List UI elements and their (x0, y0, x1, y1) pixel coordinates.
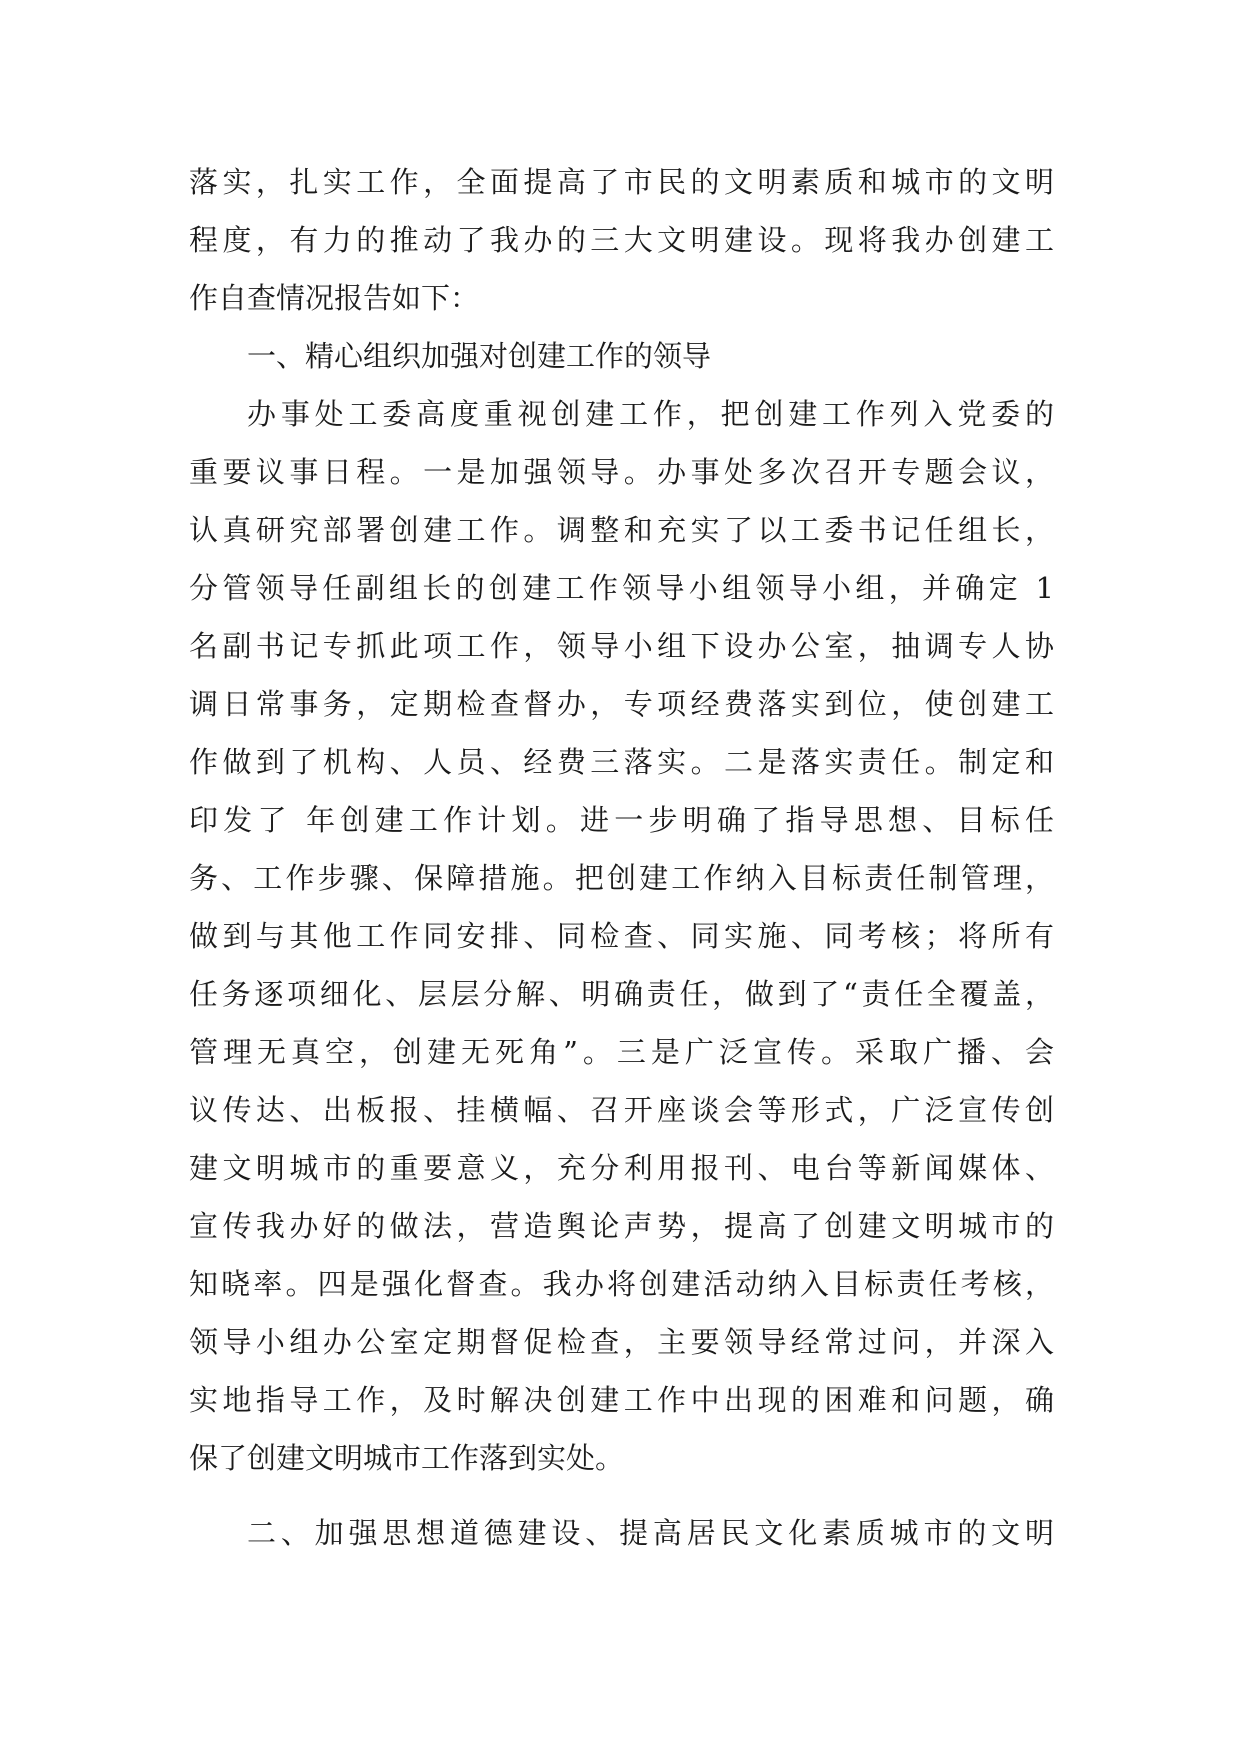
paragraph-1-line-14: 建文明城市的重要意义，充分利用报刊、电台等新闻媒体、 (189, 1151, 1054, 1185)
paragraph-gap (189, 1487, 1054, 1504)
paragraph-1-line-19: 保了创建文明城市工作落到实处。 (189, 1441, 625, 1475)
paragraph-1-line-12: 管理无真空，创建无死角”。三是广泛宣传。采取广播、会 (189, 1035, 1054, 1069)
paragraph-1-line-5: 名副书记专抓此项工作，领导小组下设办公室，抽调专人协 (189, 629, 1054, 663)
section-heading-1: 一、精心组织加强对创建工作的领导 (247, 339, 712, 373)
section-heading-2: 二、加强思想道德建设、提高居民文化素质城市的文明 (247, 1516, 1054, 1550)
paragraph-1-line-3: 认真研究部署创建工作。调整和充实了以工委书记任组长， (189, 513, 1054, 547)
paragraph-1-line-13: 议传达、出板报、挂横幅、召开座谈会等形式，广泛宣传创 (189, 1093, 1054, 1127)
paragraph-1-line-16: 知晓率。四是强化督查。我办将创建活动纳入目标责任考核， (189, 1267, 1054, 1301)
document-body (189, 153, 1054, 1562)
paragraph-1-line-1: 办事处工委高度重视创建工作，把创建工作列入党委的 (247, 397, 1054, 431)
paragraph-1-line-9: 务、工作步骤、保障措施。把创建工作纳入目标责任制管理， (189, 861, 1054, 895)
paragraph-1-line-6: 调日常事务，定期检查督办，专项经费落实到位，使创建工 (189, 687, 1054, 721)
intro-line-3: 作自查情况报告如下： (189, 281, 480, 315)
paragraph-1-line-8: 印发了 年创建工作计划。进一步明确了指导思想、目标任 (189, 803, 1054, 837)
paragraph-1-line-7: 作做到了机构、人员、经费三落实。二是落实责任。制定和 (189, 745, 1054, 779)
paragraph-1-line-15: 宣传我办好的做法，营造舆论声势，提高了创建文明城市的 (189, 1209, 1054, 1243)
paragraph-1-line-4: 分管领导任副组长的创建工作领导小组领导小组，并确定 1 (189, 571, 1054, 605)
paragraph-1-line-18: 实地指导工作，及时解决创建工作中出现的困难和问题，确 (189, 1383, 1054, 1417)
paragraph-1-line-17: 领导小组办公室定期督促检查，主要领导经常过问，并深入 (189, 1325, 1054, 1359)
intro-line-1: 落实，扎实工作，全面提高了市民的文明素质和城市的文明 (189, 165, 1054, 199)
intro-line-2: 程度，有力的推动了我办的三大文明建设。现将我办创建工 (189, 223, 1054, 257)
paragraph-1-line-11: 任务逐项细化、层层分解、明确责任，做到了“责任全覆盖， (189, 977, 1054, 1011)
paragraph-1-line-2: 重要议事日程。一是加强领导。办事处多次召开专题会议， (189, 455, 1054, 489)
paragraph-1-line-10: 做到与其他工作同安排、同检查、同实施、同考核；将所有 (189, 919, 1054, 953)
